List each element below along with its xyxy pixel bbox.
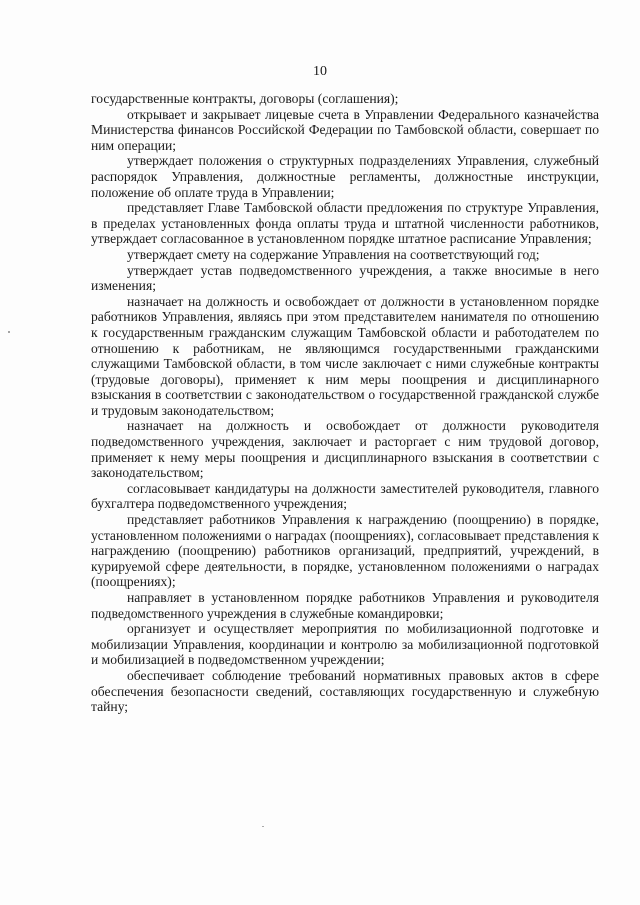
paragraph-deputies: согласовывает кандидатуры на должности заместителей руководителя, главного бухгалтера подведомственного учреждения; <box>91 480 599 512</box>
paragraph-budget: утверждает смету на содержание Управления на соответствующий год; <box>127 246 540 262</box>
paragraph-charter: утверждает устав подведомственного учреждения, а также вносимые в него изменения; <box>91 262 599 294</box>
paragraph-contracts: государственные контракты, договоры (соглашения); <box>91 91 399 106</box>
paragraph-accounts: открывает и закрывает лицевые счета в Управлении Федерального казначейства Министерства финансов Российской Федерации по Тамбовской области, совершает по ним операции; <box>91 106 599 153</box>
paragraph-regulations: утверждает положения о структурных подразделениях Управления, служебный распорядок Управления, должностные регламенты, должностные инструкции, положение об оплате труда в Управлении; <box>91 153 599 200</box>
page-number: 10 <box>313 64 327 79</box>
paragraph-appointment-head: назначает на должность и освобождает от должности руководителя подведомственного учреждения, заключает и расторгает с ним трудовой договор, применяет к нему меры поощрения и дисциплинарного взыскания в соответствии с законодательством; <box>91 418 599 481</box>
scan-speck <box>262 826 264 827</box>
scan-speck <box>8 331 10 333</box>
document-body <box>91 91 599 715</box>
paragraph-appointment-staff: назначает на должность и освобождает от должности в установленном порядке работников Управления, являясь при этом представителем нанимателя по отношению к государственным гражданским служащим Тамбовской области и работодателем по отношению к работникам, не являющимся государственными гражданскими служащими Тамбовской области, в том числе заключает с ними служебные контракты (трудовые договоры), применяет к ним меры поощрения и дисциплинарного взыскания в соответствии с законодательством о государственной гражданской службе и трудовым законодательством; <box>91 293 599 418</box>
paragraph-security: обеспечивает соблюдение требований нормативных правовых актов в сфере обеспечения безопасности сведений, составляющих государственную и служебную тайну; <box>91 667 599 715</box>
paragraph-structure: представляет Главе Тамбовской области предложения по структуре Управления, в пределах установленных фонда оплаты труда и штатной численности работников, утверждает согласованное в установленном порядке штатное расписание Управления; <box>91 200 599 247</box>
paragraph-mobilization: организует и осуществляет мероприятия по мобилизационной подготовке и мобилизации Управления, координации и контролю за мобилизационной подготовкой и мобилизацией в подведомственном учреждении; <box>91 621 599 668</box>
paragraph-business-trips: направляет в установленном порядке работников Управления и руководителя подведомственного учреждения в служебные командировки; <box>91 590 599 621</box>
paragraph-awards: представляет работников Управления к награждению (поощрению) в порядке, установленном положениями о наградах (поощрениях), согласовывает представления к награждению (поощрению) работников организаций, предприятий, учреждений, в курируемой сфере деятельности, в порядке, установленном положениями о наградах (поощрениях); <box>91 512 599 590</box>
